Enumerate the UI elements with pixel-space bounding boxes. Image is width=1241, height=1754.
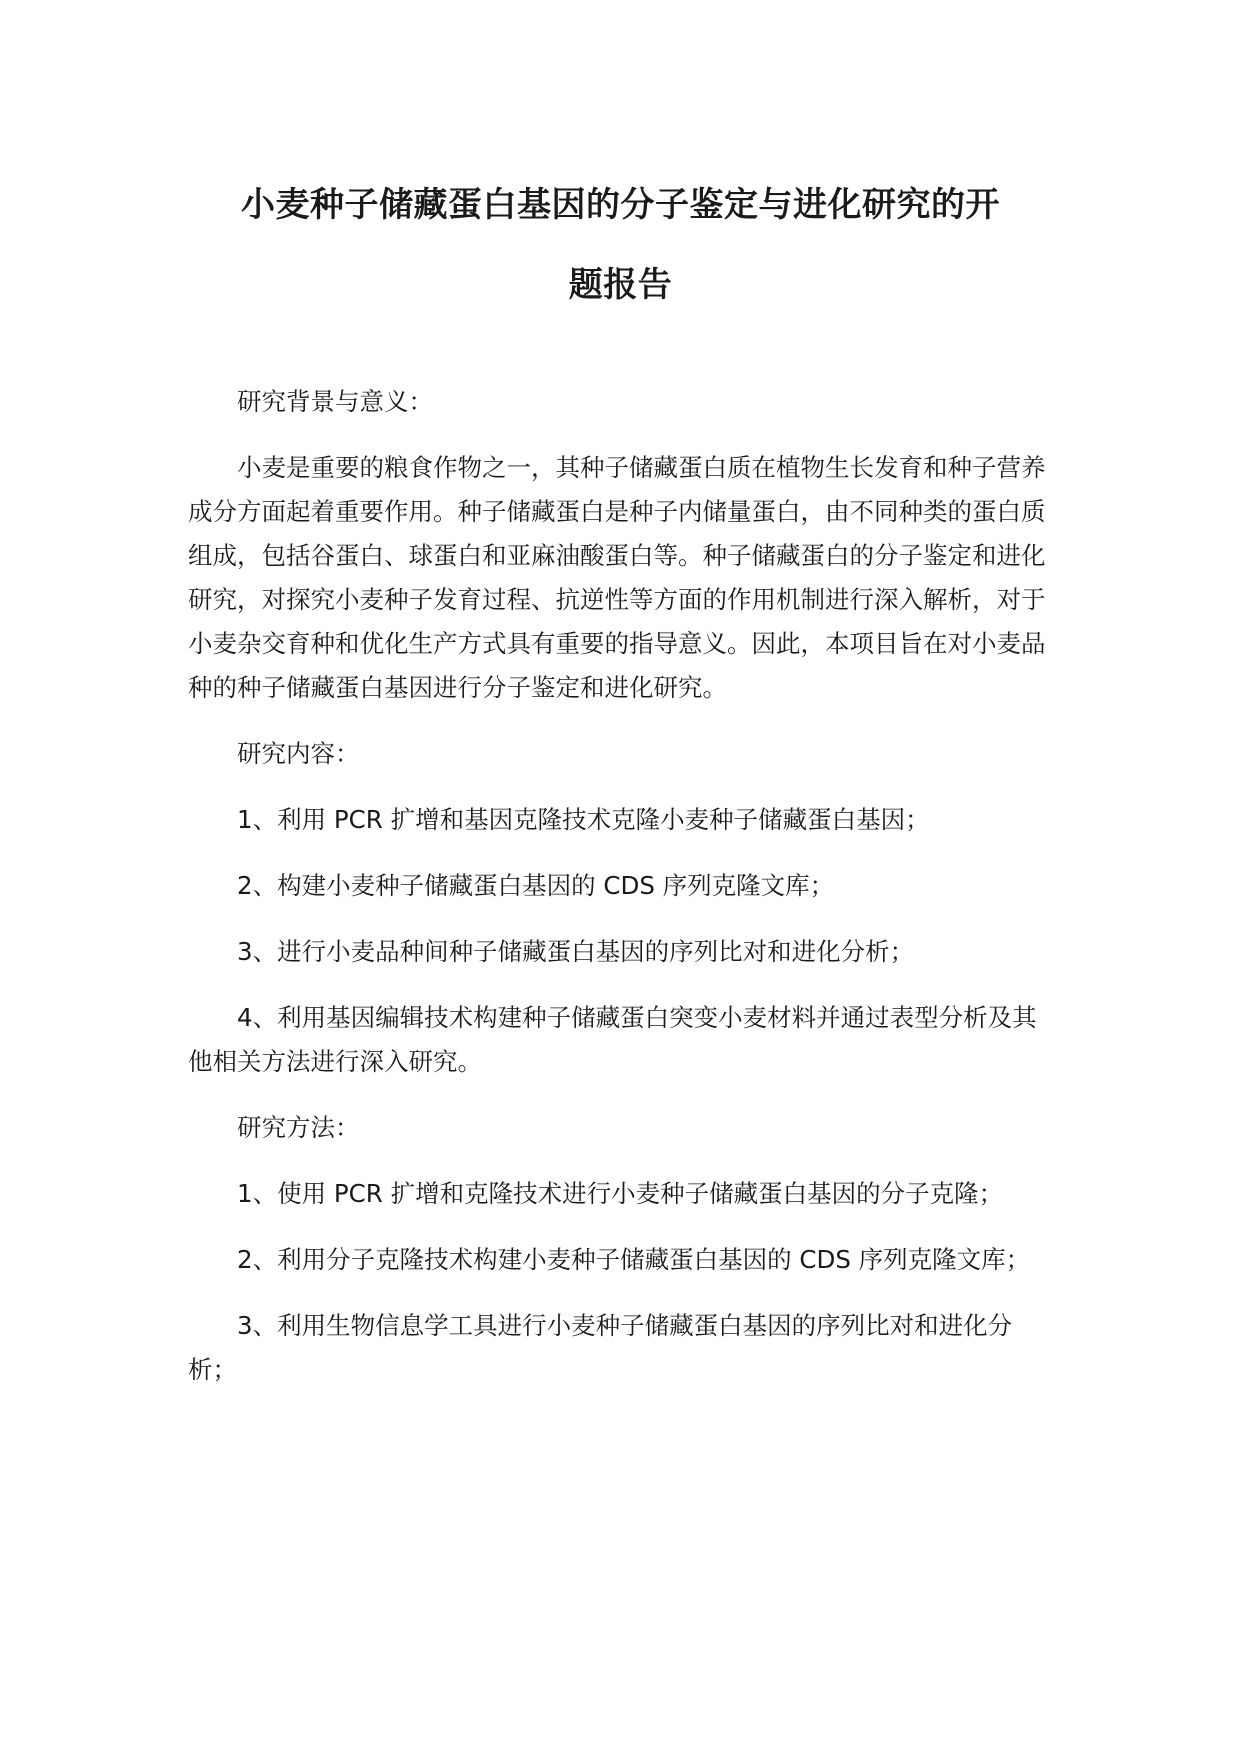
content-item-3: 3、进行小麦品种间种子储藏蛋白基因的序列比对和进化分析； [237,937,915,966]
document-title-line-1: 小麦种子储藏蛋白基因的分子鉴定与进化研究的开 [241,185,1000,225]
section-heading-methods: 研究方法： [237,1113,360,1142]
method-item-1: 1、使用 PCR 扩增和克隆技术进行小麦种子储藏蛋白基因的分子克隆； [237,1179,1004,1208]
method-item-3: 3、利用生物信息学工具进行小麦种子储藏蛋白基因的序列比对和进化分析； [188,1311,1013,1384]
content-item-1: 1、利用 PCR 扩增和基因克隆技术克隆小麦种子储藏蛋白基因； [237,805,930,834]
document-title-line-2: 题报告 [568,265,673,305]
method-item-2: 2、利用分子克隆技术构建小麦种子储藏蛋白基因的 CDS 序列克隆文库； [237,1245,1031,1274]
section-heading-background: 研究背景与意义： [237,387,433,416]
background-paragraph: 小麦是重要的粮食作物之一，其种子储藏蛋白质在植物生长发育和种子营养成分方面起着重要作用。种子储藏蛋白是种子内储量蛋白，由不同种类的蛋白质组成，包括谷蛋白、球蛋白和亚麻油酸蛋白等。种子储藏蛋白的分子鉴定和进化研究，对探究小麦种子发育过程、抗逆性等方面的作用机制进行深入解析，对于小麦杂交育种和优化生产方式具有重要的指导意义。因此，本项目旨在对小麦品种的种子储藏蛋白基因进行分子鉴定和进化研究。 [188,453,1046,702]
section-heading-content: 研究内容： [237,739,360,768]
content-item-4: 4、利用基因编辑技术构建种子储藏蛋白突变小麦材料并通过表型分析及其他相关方法进行深入研究。 [188,1003,1037,1076]
document-body [188,380,1058,1414]
content-item-2: 2、构建小麦种子储藏蛋白基因的 CDS 序列克隆文库； [237,871,835,900]
